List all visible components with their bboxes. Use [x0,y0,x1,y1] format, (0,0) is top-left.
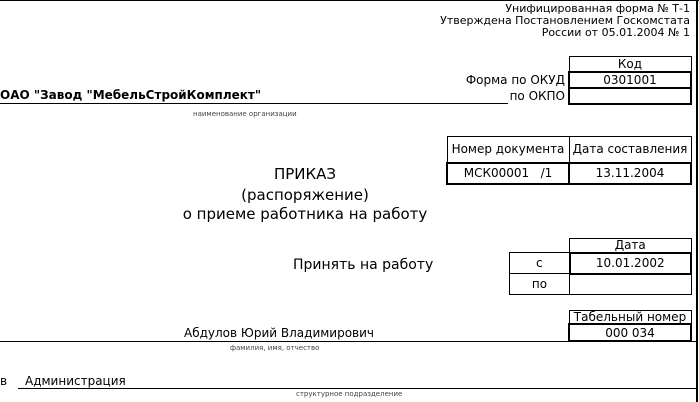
doc-number-header: Номер документа [447,137,569,163]
okud-label: Форма по ОКУД [465,73,565,87]
doc-date-header: Дата составления [569,137,691,163]
codes-table [568,56,692,105]
hire-spacer [510,239,570,253]
document-table [446,136,692,185]
organization-caption: наименование организации [193,110,297,118]
hire-dates-table [509,238,692,295]
order-title: ПРИКАЗ [273,165,337,183]
tab-number-header: Табельный номер [569,311,691,325]
tab-number-table [568,310,692,342]
form-header-line2: Утверждена Постановлением Госкомстата [440,14,690,27]
department-underline [18,388,696,389]
tab-number-value: 000 034 [569,324,691,341]
top-border [0,0,699,1]
employee-underline [0,341,696,342]
department-caption: структурное подразделение [296,390,403,398]
okpo-value [569,88,691,104]
hire-date-header: Дата [570,239,692,253]
employee-caption: фамилия, имя, отчество [230,344,320,352]
codes-header: Код [569,57,691,72]
hire-label: Принять на работу [293,257,434,273]
doc-number-value: МСК00001 /1 [447,163,569,184]
organization-underline [0,103,508,104]
order-description: о приеме работника на работу [182,205,428,223]
okud-value: 0301001 [569,72,691,88]
hire-from-label: с [510,253,570,274]
form-header-line3: России от 05.01.2004 № 1 [541,26,690,39]
department-prefix: в [0,374,8,388]
department-name: Администрация [25,374,126,388]
okpo-label: по ОКПО [509,89,565,103]
hire-from-value: 10.01.2002 [570,253,692,274]
hire-to-label: по [510,274,570,295]
form-header-line1: Унифицированная форма № Т-1 [505,2,690,15]
order-subtitle: (распоряжение) [241,186,369,204]
employee-name: Абдулов Юрий Владимирович [184,326,375,340]
hire-to-value [570,274,692,295]
doc-date-value: 13.11.2004 [569,163,691,184]
organization-name: ОАО "Завод "МебельСтройКомплект" [0,88,262,102]
right-border [696,0,698,402]
